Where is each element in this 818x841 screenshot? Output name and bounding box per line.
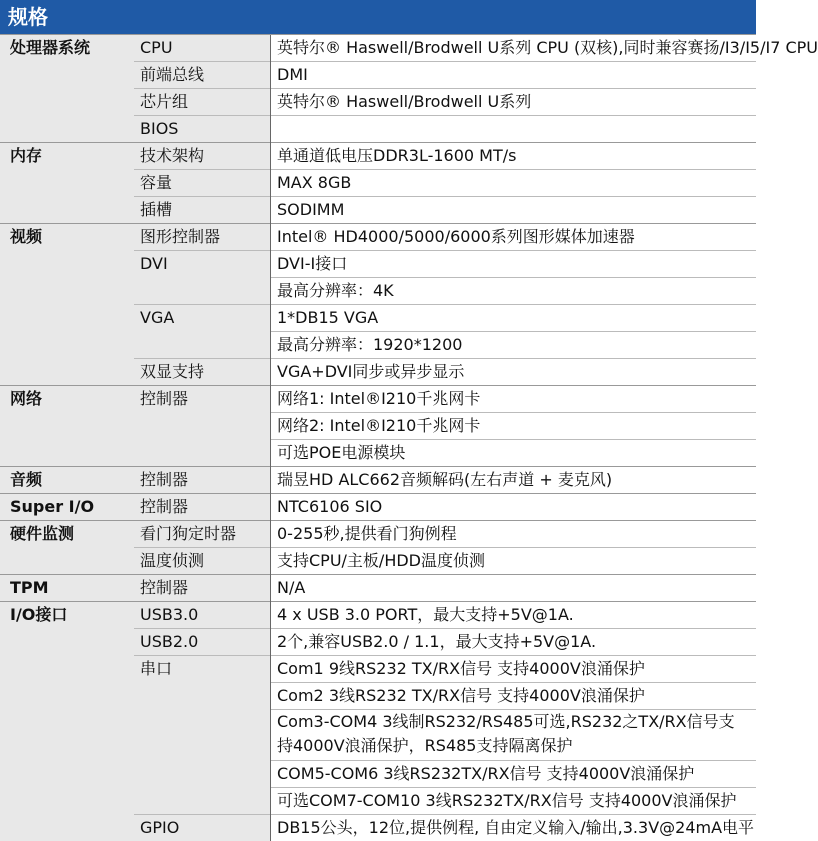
item-value [271, 116, 757, 143]
item-label: 前端总线 [134, 62, 271, 89]
spec-row [0, 440, 756, 467]
item-label: 控制器 [134, 575, 271, 602]
item-value: 支持CPU/主板/HDD温度侦测 [271, 548, 757, 575]
item-value: 最高分辨率：1920*1200 [271, 332, 757, 359]
item-value: 可选POE电源模块 [271, 440, 757, 467]
section-label [0, 761, 134, 788]
spec-row [0, 815, 756, 841]
spec-row [0, 656, 756, 683]
section-label [0, 548, 134, 575]
item-label: 技术架构 [134, 143, 271, 170]
section-label: 内存 [0, 143, 134, 170]
item-label: 控制器 [134, 467, 271, 494]
spec-row [0, 35, 756, 62]
section-label [0, 815, 134, 841]
item-value: DMI [271, 62, 757, 89]
item-value: 4 x USB 3.0 PORT，最大支持+5V@1A. [271, 602, 757, 629]
item-value: DB15公头，12位,提供例程, 自由定义输入/输出,3.3V@24mA电平 [271, 815, 757, 841]
section-label [0, 629, 134, 656]
section-label [0, 116, 134, 143]
spec-row [0, 62, 756, 89]
item-label: GPIO [134, 815, 271, 841]
item-label [134, 413, 271, 440]
spec-row [0, 710, 756, 761]
spec-row [0, 602, 756, 629]
item-label [134, 332, 271, 359]
item-value: 网络2: Intel®I210千兆网卡 [271, 413, 757, 440]
spec-table [0, 34, 756, 841]
spec-row [0, 197, 756, 224]
item-label [134, 278, 271, 305]
item-value: Com3-COM4 3线制RS232/RS485可选,RS232之TX/RX信号支持4000V浪涌保护，RS485支持隔离保护 [271, 710, 757, 761]
spec-row [0, 683, 756, 710]
section-label [0, 332, 134, 359]
section-label [0, 683, 134, 710]
item-label: BIOS [134, 116, 271, 143]
item-label: 控制器 [134, 386, 271, 413]
spec-row [0, 251, 756, 278]
item-label: 控制器 [134, 494, 271, 521]
spec-row [0, 521, 756, 548]
spec-row [0, 548, 756, 575]
item-value: 网络1: Intel®I210千兆网卡 [271, 386, 757, 413]
item-value: 2个,兼容USB2.0 / 1.1，最大支持+5V@1A. [271, 629, 757, 656]
spec-row [0, 305, 756, 332]
section-label: 网络 [0, 386, 134, 413]
spec-row [0, 761, 756, 788]
section-label: I/O接口 [0, 602, 134, 629]
spec-row [0, 788, 756, 815]
section-label: Super I/O [0, 494, 134, 521]
section-label [0, 359, 134, 386]
item-value: 最高分辨率：4K [271, 278, 757, 305]
item-value: 可选COM7-COM10 3线RS232TX/RX信号 支持4000V浪涌保护 [271, 788, 757, 815]
section-label [0, 197, 134, 224]
item-label: 看门狗定时器 [134, 521, 271, 548]
item-value: COM5-COM6 3线RS232TX/RX信号 支持4000V浪涌保护 [271, 761, 757, 788]
item-value: 0-255秒,提供看门狗例程 [271, 521, 757, 548]
item-value: N/A [271, 575, 757, 602]
spec-row [0, 332, 756, 359]
spec-row [0, 359, 756, 386]
spec-row [0, 413, 756, 440]
item-value: DVI-I接口 [271, 251, 757, 278]
item-value: Intel® HD4000/5000/6000系列图形媒体加速器 [271, 224, 757, 251]
item-value: SODIMM [271, 197, 757, 224]
spec-row [0, 89, 756, 116]
section-label [0, 656, 134, 683]
item-value: 1*DB15 VGA [271, 305, 757, 332]
page-title: 规格 [0, 0, 756, 34]
item-value: 英特尔® Haswell/Brodwell U系列 CPU (双核),同时兼容赛扬/I3/I5/I7 CPU [271, 35, 757, 62]
item-label: 芯片组 [134, 89, 271, 116]
item-value: Com2 3线RS232 TX/RX信号 支持4000V浪涌保护 [271, 683, 757, 710]
section-label [0, 62, 134, 89]
spec-row [0, 575, 756, 602]
section-label [0, 278, 134, 305]
item-value: 瑞昱HD ALC662音频解码(左右声道 + 麦克风) [271, 467, 757, 494]
item-label: 双显支持 [134, 359, 271, 386]
section-label [0, 440, 134, 467]
item-value: 单通道低电压DDR3L-1600 MT/s [271, 143, 757, 170]
section-label [0, 788, 134, 815]
item-label: 容量 [134, 170, 271, 197]
spec-row [0, 116, 756, 143]
item-value: VGA+DVI同步或异步显示 [271, 359, 757, 386]
item-value: Com1 9线RS232 TX/RX信号 支持4000V浪涌保护 [271, 656, 757, 683]
item-value: NTC6106 SIO [271, 494, 757, 521]
item-label: CPU [134, 35, 271, 62]
item-label [134, 440, 271, 467]
section-label [0, 170, 134, 197]
item-label [134, 710, 271, 761]
section-label [0, 710, 134, 761]
spec-row [0, 170, 756, 197]
item-label: 插槽 [134, 197, 271, 224]
item-label: VGA [134, 305, 271, 332]
item-label: USB2.0 [134, 629, 271, 656]
item-label [134, 761, 271, 788]
section-label [0, 89, 134, 116]
section-label: TPM [0, 575, 134, 602]
section-label [0, 413, 134, 440]
spec-row [0, 629, 756, 656]
spec-row [0, 143, 756, 170]
item-label: 温度侦测 [134, 548, 271, 575]
spec-row [0, 494, 756, 521]
spec-row [0, 224, 756, 251]
item-label [134, 683, 271, 710]
section-label: 音频 [0, 467, 134, 494]
item-label: DVI [134, 251, 271, 278]
spec-row [0, 278, 756, 305]
item-value: 英特尔® Haswell/Brodwell U系列 [271, 89, 757, 116]
spec-row [0, 467, 756, 494]
spec-row [0, 386, 756, 413]
item-label: 串口 [134, 656, 271, 683]
section-label [0, 251, 134, 278]
section-label: 处理器系统 [0, 35, 134, 62]
item-label: 图形控制器 [134, 224, 271, 251]
section-label [0, 305, 134, 332]
item-label: USB3.0 [134, 602, 271, 629]
item-value: MAX 8GB [271, 170, 757, 197]
section-label: 硬件监测 [0, 521, 134, 548]
item-label [134, 788, 271, 815]
section-label: 视频 [0, 224, 134, 251]
